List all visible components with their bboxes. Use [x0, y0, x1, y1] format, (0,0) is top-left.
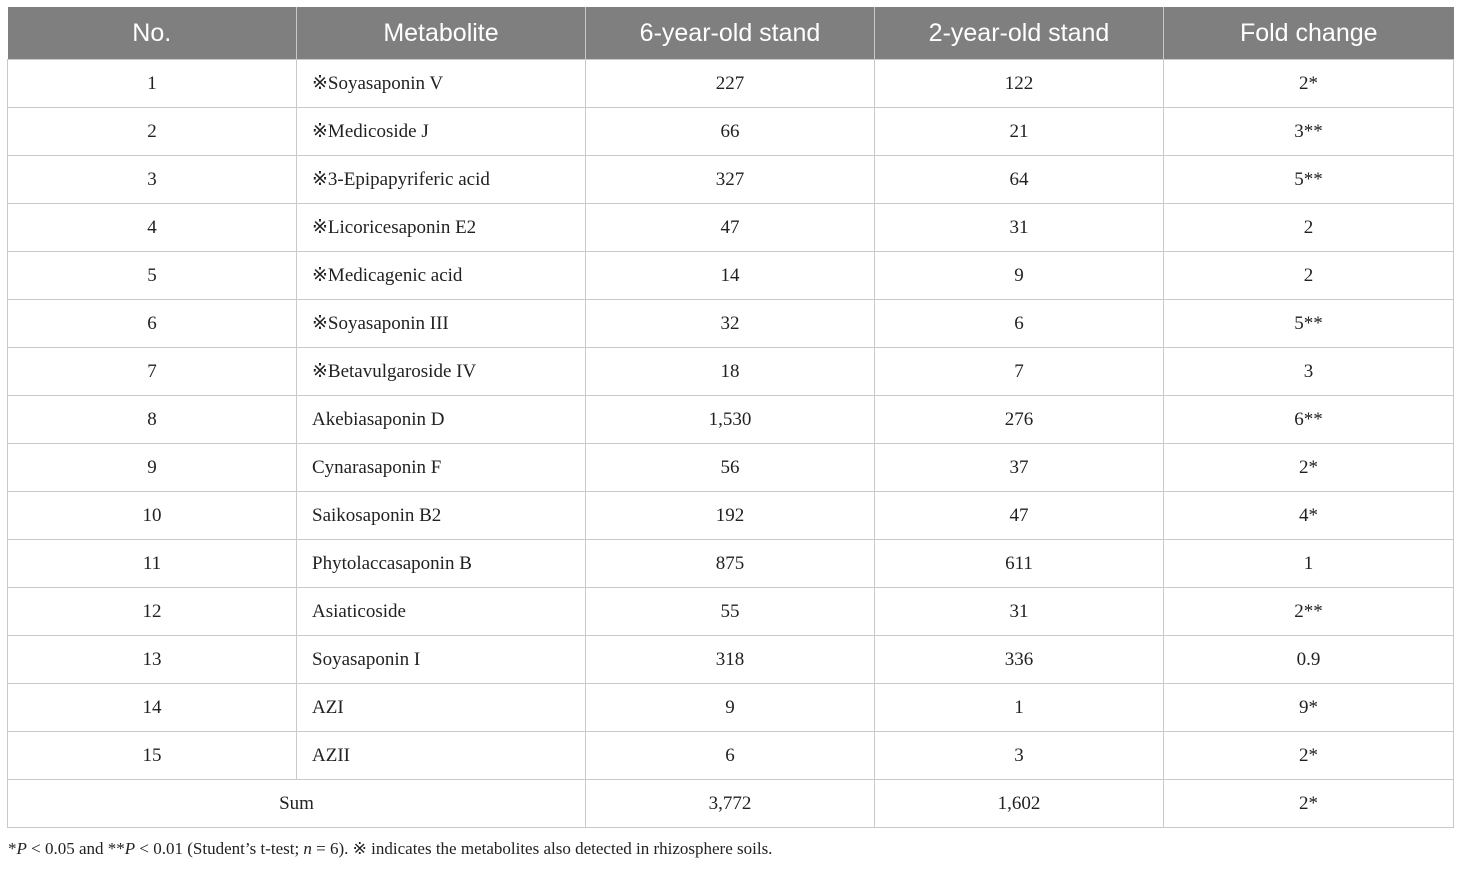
- footnote-star: *: [8, 839, 17, 858]
- header-six-year-stand: 6-year-old stand: [586, 7, 875, 60]
- table-row: [8, 204, 1454, 252]
- cell-two-year: 21: [875, 108, 1164, 156]
- cell-no: 4: [8, 204, 297, 252]
- cell-metabolite: ※Soyasaponin III: [297, 300, 586, 348]
- sum-row: [8, 780, 1454, 828]
- cell-six-year: 32: [586, 300, 875, 348]
- cell-metabolite: ※Medicagenic acid: [297, 252, 586, 300]
- table-row: [8, 492, 1454, 540]
- cell-two-year: 31: [875, 204, 1164, 252]
- table-row: [8, 684, 1454, 732]
- table-row: [8, 300, 1454, 348]
- cell-no: 10: [8, 492, 297, 540]
- footnote-text-2: < 0.01 (Student’s t-test;: [135, 839, 304, 858]
- header-metabolite: Metabolite: [297, 7, 586, 60]
- footnote-p-symbol: P: [16, 839, 27, 858]
- cell-two-year: 122: [875, 60, 1164, 108]
- cell-six-year: 47: [586, 204, 875, 252]
- header-row: [8, 7, 1454, 60]
- cell-no: 3: [8, 156, 297, 204]
- cell-metabolite: ※Soyasaponin V: [297, 60, 586, 108]
- cell-metabolite: Akebiasaponin D: [297, 396, 586, 444]
- cell-fold: 2: [1164, 252, 1454, 300]
- table-row: [8, 348, 1454, 396]
- cell-six-year: 18: [586, 348, 875, 396]
- table-body: [8, 60, 1454, 828]
- cell-six-year: 9: [586, 684, 875, 732]
- cell-fold: 2**: [1164, 588, 1454, 636]
- footnote-text-3: = 6). ※ indicates the metabolites also detected in rhizosphere soils.: [311, 839, 773, 858]
- cell-no: 9: [8, 444, 297, 492]
- cell-two-year: 7: [875, 348, 1164, 396]
- cell-fold: 2*: [1164, 732, 1454, 780]
- cell-fold: 2: [1164, 204, 1454, 252]
- cell-fold: 4*: [1164, 492, 1454, 540]
- sum-label: Sum: [8, 780, 586, 828]
- cell-two-year: 6: [875, 300, 1164, 348]
- cell-six-year: 875: [586, 540, 875, 588]
- cell-metabolite: Soyasaponin I: [297, 636, 586, 684]
- cell-no: 6: [8, 300, 297, 348]
- cell-fold: 3: [1164, 348, 1454, 396]
- cell-six-year: 192: [586, 492, 875, 540]
- table-row: [8, 156, 1454, 204]
- cell-metabolite: AZII: [297, 732, 586, 780]
- cell-metabolite: ※Betavulgaroside IV: [297, 348, 586, 396]
- cell-fold: 9*: [1164, 684, 1454, 732]
- header-fold-change: Fold change: [1164, 7, 1454, 60]
- metabolite-table: [7, 7, 1454, 828]
- cell-two-year: 9: [875, 252, 1164, 300]
- table-row: [8, 396, 1454, 444]
- footnote-n-symbol: n: [303, 839, 312, 858]
- cell-no: 12: [8, 588, 297, 636]
- cell-metabolite: Asiaticoside: [297, 588, 586, 636]
- table-row: [8, 444, 1454, 492]
- table-row: [8, 252, 1454, 300]
- cell-no: 8: [8, 396, 297, 444]
- cell-six-year: 327: [586, 156, 875, 204]
- sum-six-year: 3,772: [586, 780, 875, 828]
- cell-six-year: 55: [586, 588, 875, 636]
- sum-two-year: 1,602: [875, 780, 1164, 828]
- cell-no: 1: [8, 60, 297, 108]
- cell-metabolite: AZI: [297, 684, 586, 732]
- cell-metabolite: Phytolaccasaponin B: [297, 540, 586, 588]
- cell-two-year: 47: [875, 492, 1164, 540]
- cell-no: 14: [8, 684, 297, 732]
- cell-metabolite: ※Medicoside J: [297, 108, 586, 156]
- cell-metabolite: ※Licoricesaponin E2: [297, 204, 586, 252]
- footnote-p-symbol-2: P: [124, 839, 136, 858]
- cell-six-year: 6: [586, 732, 875, 780]
- header-two-year-stand: 2-year-old stand: [875, 7, 1164, 60]
- cell-two-year: 31: [875, 588, 1164, 636]
- table-row: [8, 732, 1454, 780]
- table-footnote: [8, 839, 772, 859]
- table-row: [8, 60, 1454, 108]
- cell-six-year: 1,530: [586, 396, 875, 444]
- cell-fold: 5**: [1164, 300, 1454, 348]
- cell-no: 11: [8, 540, 297, 588]
- cell-six-year: 14: [586, 252, 875, 300]
- saponin-table-container: [7, 7, 1453, 828]
- cell-six-year: 66: [586, 108, 875, 156]
- cell-fold: 5**: [1164, 156, 1454, 204]
- table-row: [8, 540, 1454, 588]
- cell-metabolite: Saikosaponin B2: [297, 492, 586, 540]
- cell-six-year: 227: [586, 60, 875, 108]
- cell-two-year: 276: [875, 396, 1164, 444]
- table-row: [8, 636, 1454, 684]
- cell-fold: 3**: [1164, 108, 1454, 156]
- cell-two-year: 1: [875, 684, 1164, 732]
- footnote-text-1: < 0.05 and **: [26, 839, 125, 858]
- cell-fold: 2*: [1164, 60, 1454, 108]
- cell-fold: 0.9: [1164, 636, 1454, 684]
- cell-metabolite: Cynarasaponin F: [297, 444, 586, 492]
- cell-fold: 1: [1164, 540, 1454, 588]
- cell-two-year: 336: [875, 636, 1164, 684]
- sum-fold: 2*: [1164, 780, 1454, 828]
- cell-no: 15: [8, 732, 297, 780]
- cell-six-year: 318: [586, 636, 875, 684]
- cell-two-year: 3: [875, 732, 1164, 780]
- cell-metabolite: ※3-Epipapyriferic acid: [297, 156, 586, 204]
- table-row: [8, 108, 1454, 156]
- cell-no: 2: [8, 108, 297, 156]
- table-row: [8, 588, 1454, 636]
- cell-no: 13: [8, 636, 297, 684]
- cell-two-year: 64: [875, 156, 1164, 204]
- cell-no: 5: [8, 252, 297, 300]
- cell-fold: 2*: [1164, 444, 1454, 492]
- cell-two-year: 611: [875, 540, 1164, 588]
- cell-no: 7: [8, 348, 297, 396]
- cell-fold: 6**: [1164, 396, 1454, 444]
- cell-six-year: 56: [586, 444, 875, 492]
- cell-two-year: 37: [875, 444, 1164, 492]
- header-no: No.: [8, 7, 297, 60]
